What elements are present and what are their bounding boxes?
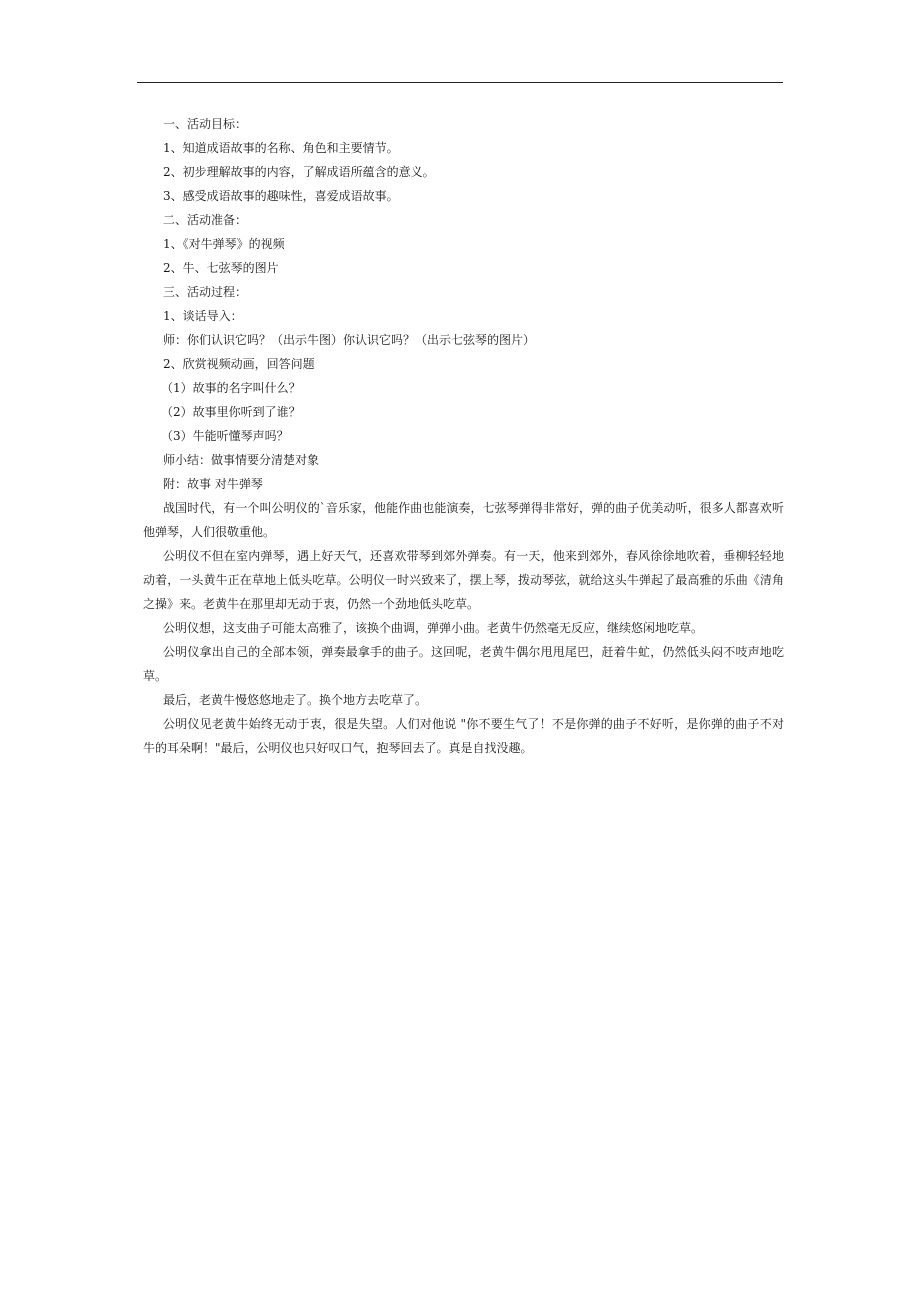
teacher-intro: 师：你们认识它吗？（出示牛图）你认识它吗？（出示七弦琴的图片） xyxy=(163,333,536,347)
prep-item-1: 1、《对牛弹琴》的视频 xyxy=(163,237,285,251)
question-3: （3）牛能听懂琴声吗？ xyxy=(161,429,289,443)
story-paragraph-5: 最后，老黄牛慢悠悠地走了。换个地方去吃草了。 xyxy=(163,693,428,707)
process-step-2: 2、欣赏视频动画，回答问题 xyxy=(163,357,315,371)
process-step-1: 1、谈话导入： xyxy=(163,309,243,323)
process-heading: 三、活动过程： xyxy=(163,285,248,299)
teacher-summary: 师小结：做事情要分清楚对象 xyxy=(163,453,320,467)
goal-item-1: 1、知道成语故事的名称、角色和主要情节。 xyxy=(163,141,399,155)
story-paragraph-4: 公明仪拿出自己的全部本领，弹奏最拿手的曲子。这回呢，老黄牛偶尔甩甩尾巴，赶着牛虻，仍然低头闷不吱声地吃草。 xyxy=(143,645,784,683)
header-rule xyxy=(137,82,783,83)
story-paragraph-6: 公明仪见老黄牛始终无动于衷，很是失望。人们对他说 "你不要生气了！不是你弹的曲子不好听，是你弹的曲子不对牛的耳朵啊！"最后，公明仪也只好叹口气，抱琴回去了。真是自找没趣。 xyxy=(143,717,784,755)
goal-item-3: 3、感受成语故事的趣味性，喜爱成语故事。 xyxy=(163,189,399,203)
story-paragraph-2: 公明仪不但在室内弹琴，遇上好天气，还喜欢带琴到郊外弹奏。有一天，他来到郊外，春风徐徐地吹着，垂柳轻轻地动着，一头黄牛正在草地上低头吃草。公明仪一时兴致来了，摆上琴，拨动琴弦，就给这头牛弹起了最高雅的乐曲《清角之操》来。老黄牛在那里却无动于衷，仍然一个劲地低头吃草。 xyxy=(143,549,784,611)
document-body xyxy=(143,112,784,760)
question-2: （2）故事里你听到了谁？ xyxy=(161,405,301,419)
question-1: （1）故事的名字叫什么？ xyxy=(161,381,301,395)
prep-heading: 二、活动准备： xyxy=(163,213,248,227)
goals-heading: 一、活动目标： xyxy=(163,117,248,131)
goal-item-2: 2、初步理解故事的内容，了解成语所蕴含的意义。 xyxy=(163,165,435,179)
appendix-title: 附：故事 对牛弹琴 xyxy=(163,477,263,491)
story-paragraph-3: 公明仪想，这支曲子可能太高雅了，该换个曲调，弹弹小曲。老黄牛仍然毫无反应，继续悠闲地吃草。 xyxy=(163,621,704,635)
prep-item-2: 2、牛、七弦琴的图片 xyxy=(163,261,279,275)
story-paragraph-1: 战国时代，有一个叫公明仪的`音乐家，他能作曲也能演奏，七弦琴弹得非常好，弹的曲子优美动听，很多人都喜欢听他弹琴，人们很敬重他。 xyxy=(143,501,784,539)
